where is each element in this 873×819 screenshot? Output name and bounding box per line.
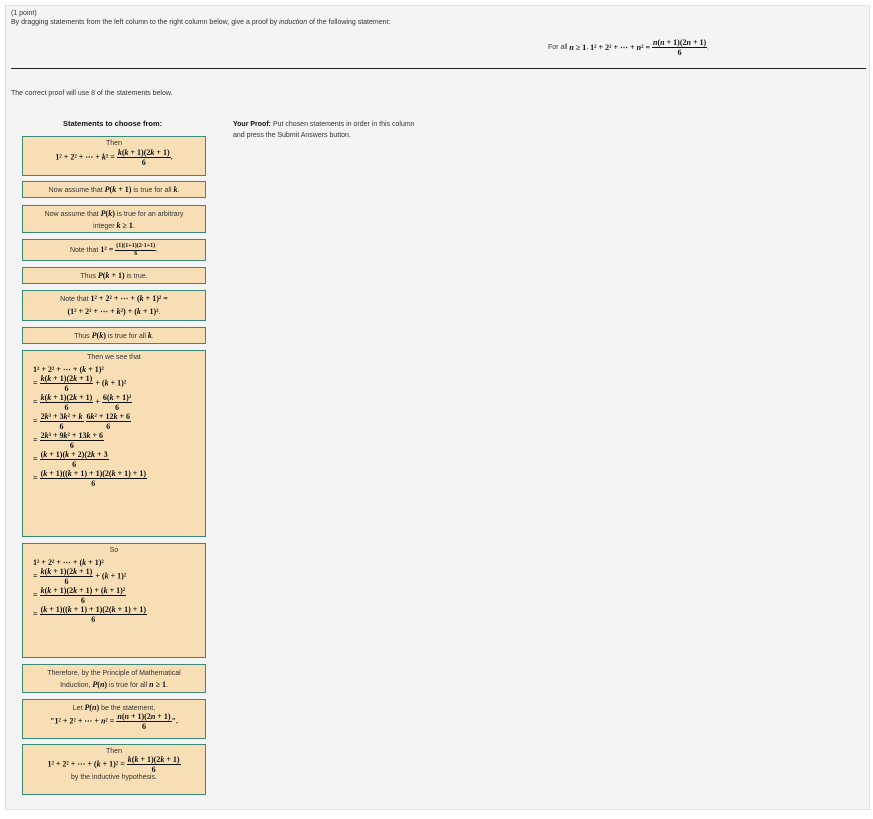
right-column-title: Your Proof: <box>233 121 271 128</box>
s12-formula: 1² + 2² + ⋯ + (k + 1)² = $\frac{k(k + 1)(2k + 1)}{6}$ <box>47 755 180 774</box>
s6-text: Note that <box>60 296 89 303</box>
statement-s9[interactable] <box>22 543 206 658</box>
s1-then: Then <box>106 140 122 147</box>
s7-text2: is true for all <box>107 333 146 340</box>
s1-formula: 1² + 2² + ⋯ + k² = $\frac{k(k + 1)(2k + 1)}{6}$ . <box>55 148 173 167</box>
s2-text2: is true for all <box>133 187 172 194</box>
instruction-prefix: By dragging statements from the left column to the right column below, give a proof by <box>11 19 278 26</box>
statement-s2[interactable]: Now assume that P(k + 1) is true for all k. <box>22 181 206 198</box>
instruction-text <box>11 19 390 26</box>
left-column-title: Statements to choose from: <box>63 119 163 128</box>
statement-s10[interactable]: Therefore, by the Principle of Mathematical Induction, P(n) is true for all n ≥ 1. <box>22 664 206 693</box>
s12-hypothesis: by the inductive hypothesis. <box>71 774 157 781</box>
s3-text2: is true for an arbitrary <box>116 211 184 218</box>
s5-text1: Thus <box>80 273 96 280</box>
s9-derivation: 1² + 2² + ⋯ + (k + 1)² = $\frac{k(k + 1)(2k + 1)}{6}$ + (k + 1)² = $\frac{\text{k(k + 1)(2k + 1) + (k + 1)²}}{6}$ = $\frac{(k + 1)((k + 1) + 1)(2(k + 1) + 1)}{6}$ <box>33 558 147 624</box>
s3-text3: integer <box>93 223 115 230</box>
statement-s12[interactable] <box>22 744 206 795</box>
statement-s11[interactable]: Let P(n) be the statement, "1² + 2² + ⋯ + n² = $\frac{n(n + 1)(2n + 1)}{6}$ ". <box>22 699 206 739</box>
instruction-method: induction <box>279 19 308 26</box>
statement-s6[interactable]: Note that 1² + 2² + ⋯ + (k + 1)² = (1² + 2² + ⋯ + k²) + (k + 1)². <box>22 290 206 321</box>
statement-s4[interactable]: Note that 1² = $\frac{(1)(1+1)(2\cdot 1+1)}{6}$ . <box>22 239 206 261</box>
s10-text2: Induction, <box>60 682 91 689</box>
right-column-instructions: Put chosen statements in order in this column and press the Submit Answers button. <box>233 121 415 139</box>
s11-text1: Let <box>72 705 83 712</box>
s12-then: Then <box>106 748 122 755</box>
statement-s1[interactable] <box>22 136 206 176</box>
theorem-statement: For all n ≥ 1, 1² + 2² + ⋯ + n² = $\frac{n(n + 1)(2n + 1)}{6}$ . <box>548 38 710 57</box>
statement-s8[interactable] <box>22 350 206 537</box>
header-divider <box>11 68 866 69</box>
s11-formula: "1² + 2² + ⋯ + n² = $\frac{n(n + 1)(2n + 1)}{6}$ ". <box>50 712 178 731</box>
statement-s5[interactable]: Thus P(k + 1) is true. <box>22 267 206 284</box>
s2-text1: Now assume that <box>48 187 103 194</box>
s8-derivation: 1² + 2² + ⋯ + (k + 1)² = $\frac{k(k + 1)(2k + 1)}{6}$ + (k + 1)² = $\frac{k(k + 1)(2k + 1)}{6}$ + $\frac{\text{6(k + 1)²}}{6}$ = $\frac{\text{2k³ + 3k² + k}}{6}$ $\frac{\text{6k² + 12k + 6}}{6}$ = $\frac{\text{2k³ + 9k² + 13k + 6}}{6}$ = $\frac{(k + 1)(k + 2)(2k + 3}{6}$ = $\frac{(k + 1)((k + 1) + 1)(2(k + 1) + 1)}{6}$ <box>33 365 147 488</box>
s5-text2: is true. <box>126 273 148 280</box>
s10-text3: is true for all <box>109 682 148 689</box>
s10-text1: Therefore, by the Principle of Mathematical <box>47 670 181 677</box>
s7-text1: Thus <box>74 333 90 340</box>
statement-s7[interactable]: Thus P(k) is true for all k. <box>22 327 206 344</box>
instructions-note: The correct proof will use 8 of the statements below. <box>11 90 173 97</box>
s8-then: Then we see that <box>87 354 141 361</box>
s9-so: So <box>109 547 119 554</box>
statement-s3[interactable]: Now assume that P(k) is true for an arbitrary integer k ≥ 1. <box>22 205 206 233</box>
s11-text2: be the statement, <box>101 705 156 712</box>
instruction-suffix: of the following statement: <box>309 19 391 26</box>
s3-text1: Now assume that <box>44 211 99 218</box>
points-label: (1 point) <box>11 10 37 17</box>
proof-drop-zone[interactable] <box>232 145 432 785</box>
right-column-header <box>233 119 423 141</box>
s4-text: Note that <box>69 247 99 254</box>
